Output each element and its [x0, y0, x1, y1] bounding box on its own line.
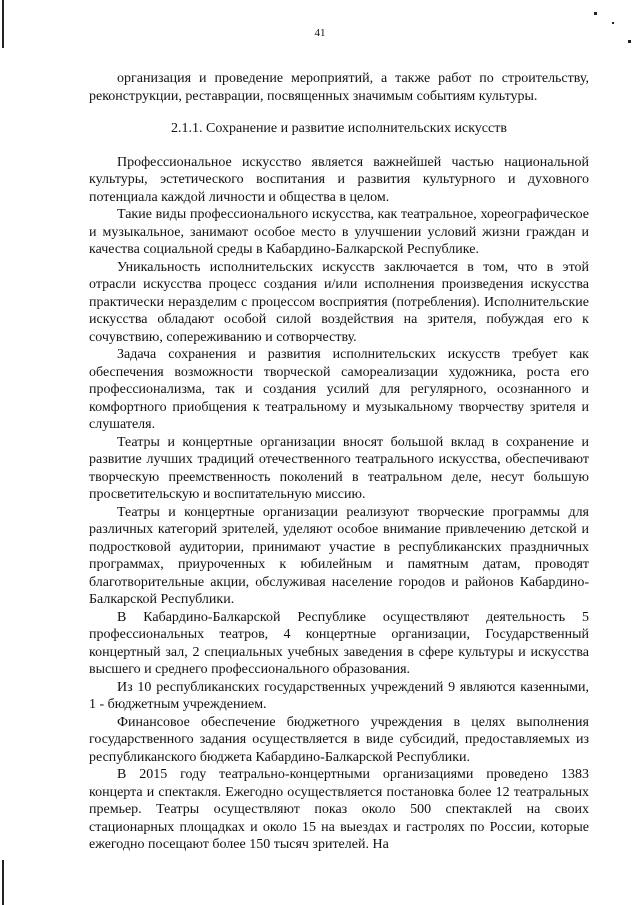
- section-heading: 2.1.1. Сохранение и развитие исполнительских искусств: [171, 121, 507, 136]
- paragraph-10: В 2015 году театрально-концертными организациями проведено 1383 концерта и спектакля. Ежегодно осуществляется постановка более 12 театральных премьер. Театры осуществляют показ около 500 спектаклей на своих стационарных площадках и около 15 на выездах и гастролях по России, которые ежегодно посещают более 150 тысяч зрителей. На: [89, 767, 589, 852]
- scan-speck: [612, 22, 614, 24]
- scan-speck: [628, 40, 631, 43]
- scan-edge-mark-left-lower: [2, 860, 4, 905]
- paragraph-2: Такие виды профессионального искусства, как театральное, хореографическое и музыкальное, занимают особое место в улучшении условий жизни граждан и качества социальной среды в Кабардино-Балкарской Республике.: [89, 207, 589, 257]
- scan-speck: [594, 12, 597, 15]
- document-body: [89, 70, 589, 854]
- paragraph-3: Уникальность исполнительских искусств заключается в том, что в этой отрасли искусства процесс создания и/или исполнения произведения искусства практически неразделим с процессом восприятия (потребления). Исполнительские искусства обладают особой силой воздействия на зрителя, побуждая его к сочувствию, сопереживанию и сотворчеству.: [89, 259, 589, 345]
- paragraph-5: Театры и концертные организации вносят большой вклад в сохранение и развитие лучших традиций отечественного театрального искусства, обеспечивают творческую преемственность поколений в театральном деле, несут большую просветительскую и воспитательную миссию.: [89, 434, 589, 502]
- scan-edge-mark-left: [2, 0, 4, 48]
- paragraph-7: В Кабардино-Балкарской Республике осуществляют деятельность 5 профессиональных театров, 4 концертные организации, Государственный концертный зал, 2 специальных учебных заведения в сфере культуры и искусства высшего и среднего профессионального образования.: [89, 609, 589, 677]
- paragraph-9: Финансовое обеспечение бюджетного учреждения в целях выполнения государственного задания осуществляется в виде субсидий, предоставляемых из республиканского бюджета Кабардино-Балкарской Республики.: [89, 714, 589, 765]
- page-number: 41: [314, 27, 326, 39]
- paragraph-1: Профессиональное искусство является важнейшей частью национальной культуры, эстетического воспитания и развития культурного и духовного потенциала каждой личности и общества в целом.: [89, 154, 589, 205]
- paragraph-6: Театры и концертные организации реализуют творческие программы для различных категорий зрителей, уделяют особое внимание привлечению детской и подростковой аудитории, принимают участие в республиканских праздничных программах, приуроченных к юбилейным и памятным датам, проводят благотворительные акции, обслуживая население городов и районов Кабардино-Балкарской Республики.: [89, 504, 589, 607]
- paragraph-8: Из 10 республиканских государственных учреждений 9 являются казенными, 1 - бюджетным учреждением.: [89, 679, 589, 712]
- paragraph-4: Задача сохранения и развития исполнительских искусств требует как обеспечения возможности творческой самореализации художника, роста его профессионализма, так и создания усилий для регулярного, осознанного и комфортного приобщения к театральному и музыкальному творчеству зрителя и слушателя.: [89, 347, 589, 432]
- intro-paragraph: организация и проведение мероприятий, а также работ по строительству, реконструкции, реставрации, посвященных значимым событиям культуры.: [89, 71, 589, 104]
